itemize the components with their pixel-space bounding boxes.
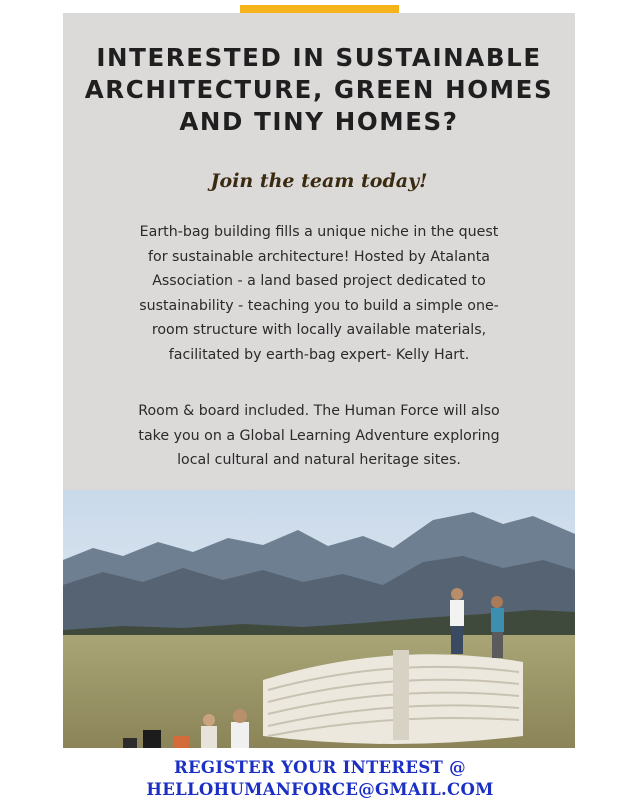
headline: INTERESTED IN SUSTAINABLE ARCHITECTURE, GREEN HOMES AND TINY HOMES? [84, 43, 554, 136]
contact-email[interactable]: HELLOHUMANFORCE@GMAIL.COM [146, 780, 494, 799]
subheadline: Join the team today! [210, 170, 428, 192]
details-paragraph: Room & board included. The Human Force will also take you on a Global Learning Adventure exploring local cultural and natural heritage sites. [138, 403, 500, 468]
footer-cta [0, 757, 640, 801]
poster-card [63, 13, 575, 748]
earthbag-building-photo [63, 490, 575, 748]
description-paragraph: Earth-bag building fills a unique niche in the quest for sustainable architecture! Hosted by Atalanta Association - a land based project dedicated to sustainability - teaching you to build a simple one-room structure with locally available materials, facilitated by earth-bag expert- Kelly Hart. [139, 224, 499, 363]
register-interest-text: REGISTER YOUR INTEREST @ [174, 758, 466, 777]
